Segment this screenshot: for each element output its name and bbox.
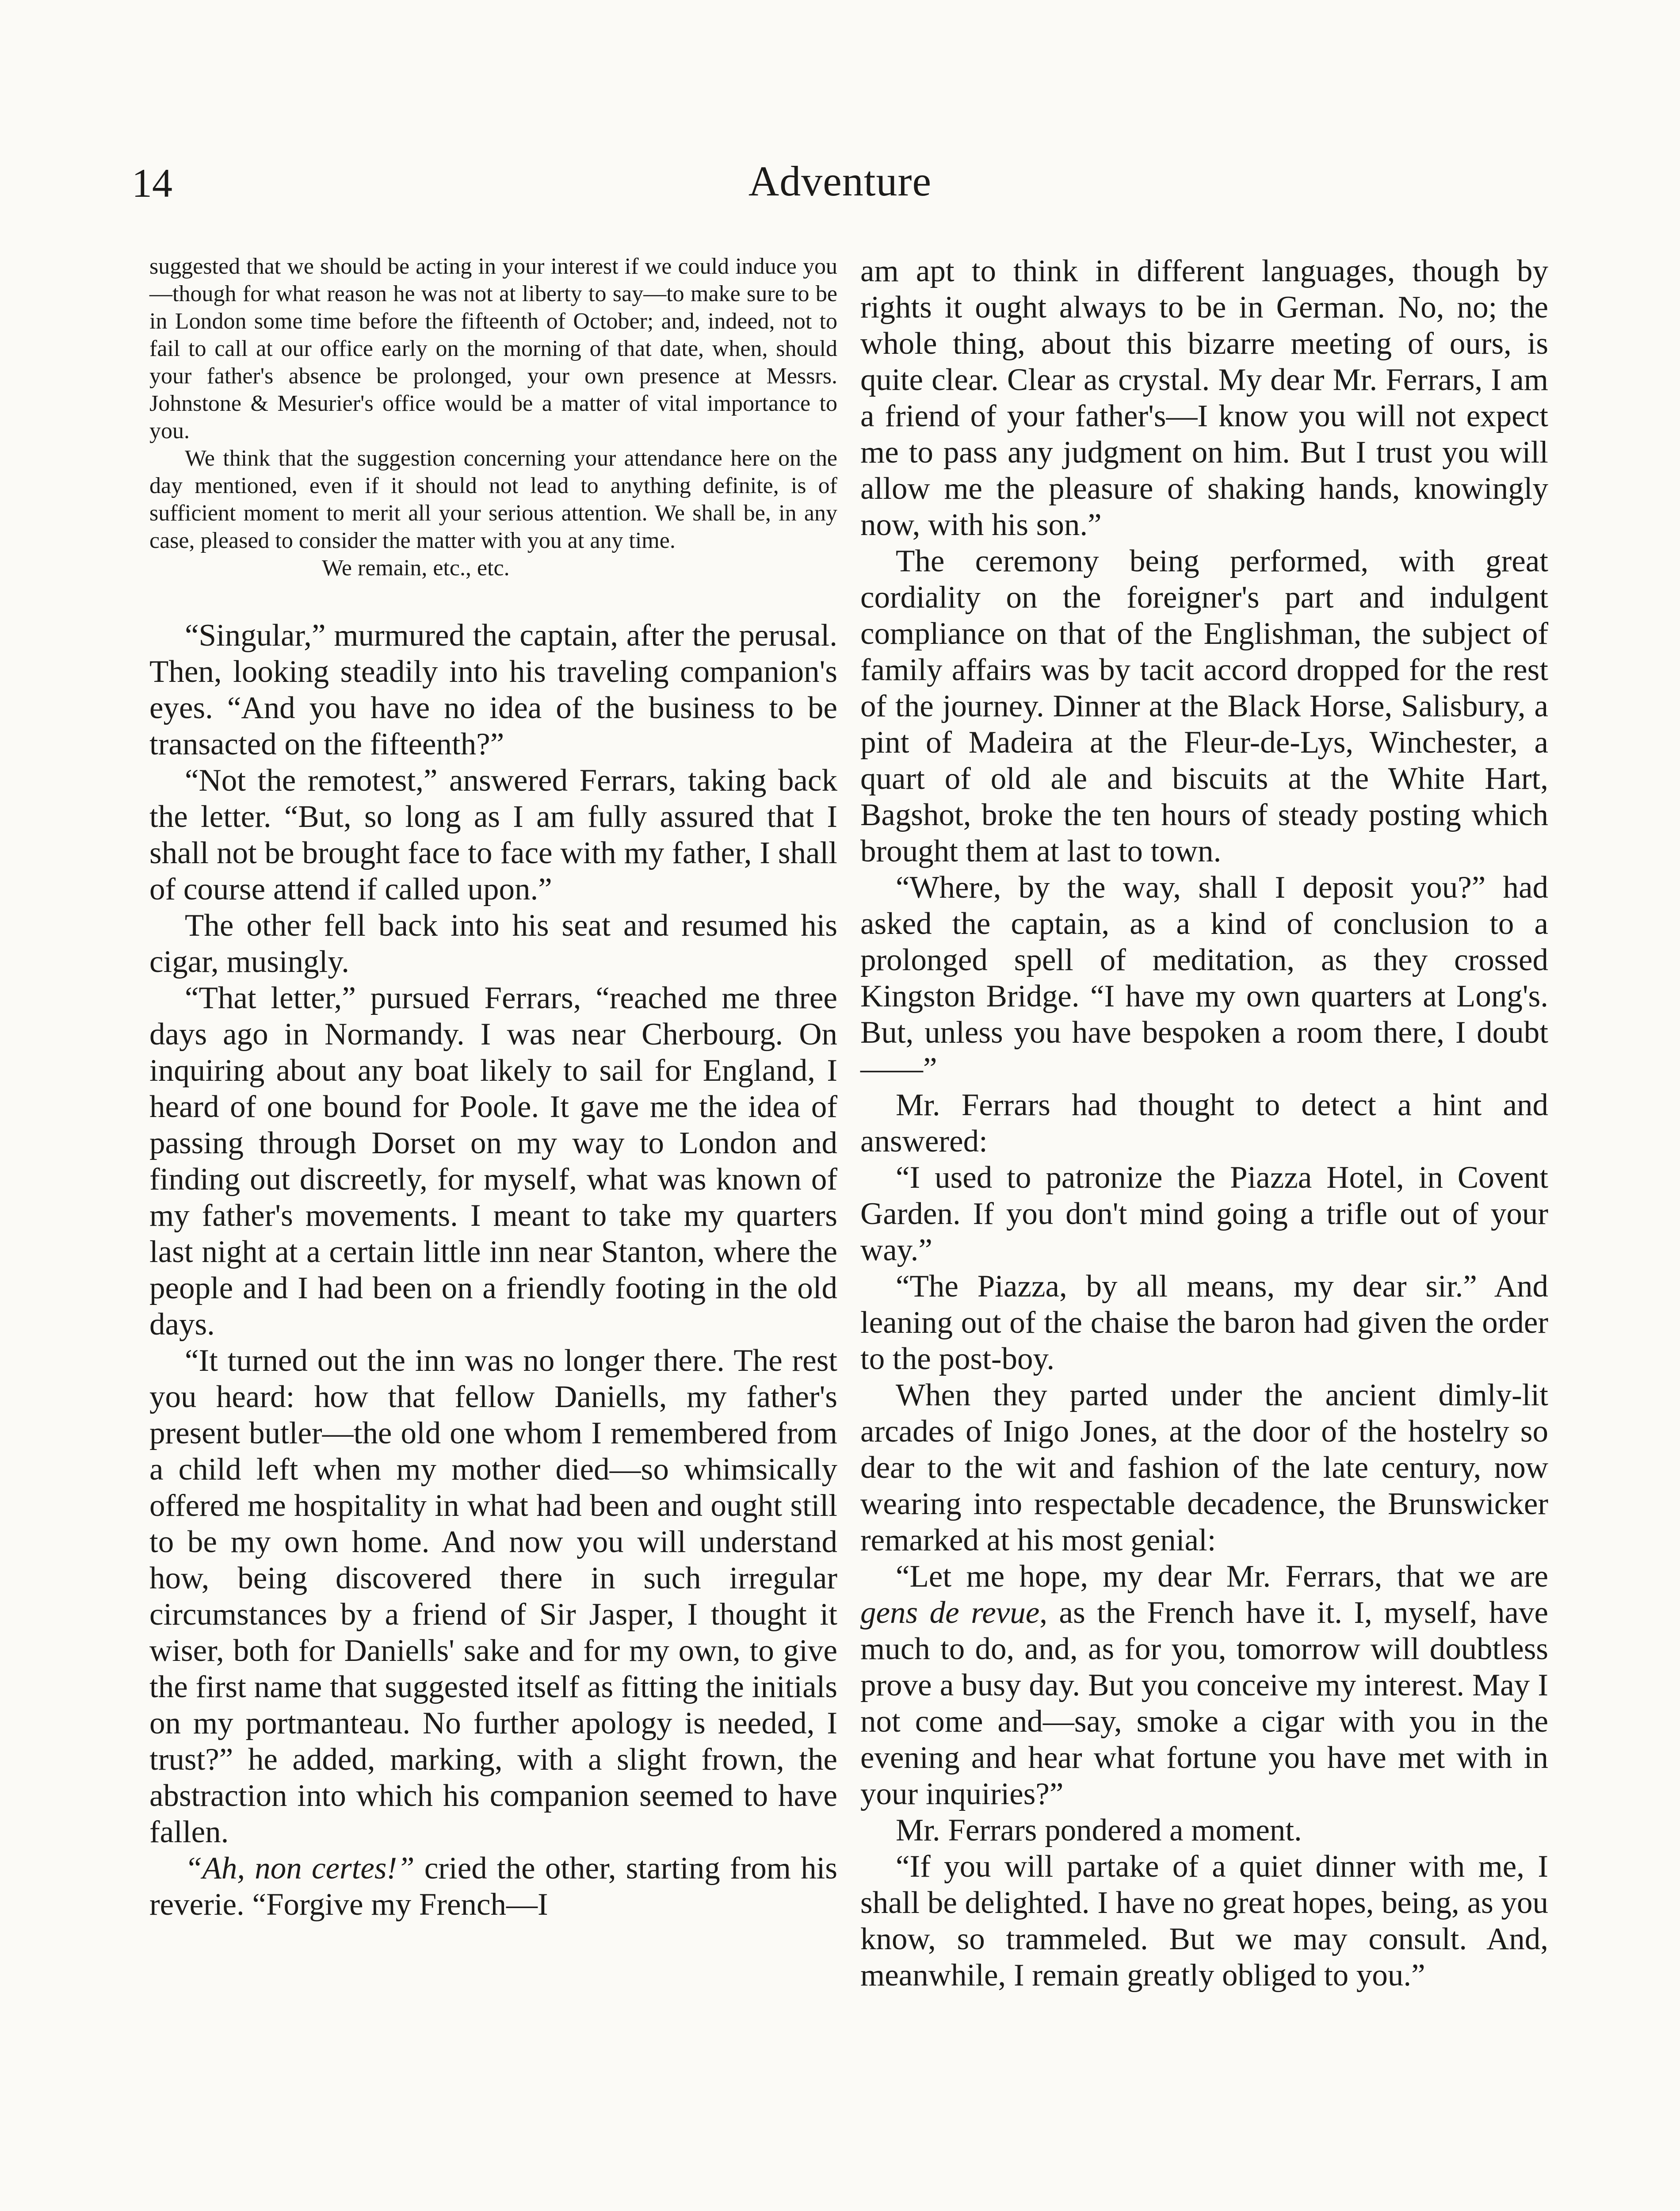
paragraph: Mr. Ferrars had thought to detect a hint and answered: <box>860 1088 1548 1159</box>
page-number: 14 <box>132 161 172 206</box>
paragraph: “I used to patronize the Piazza Hotel, in Covent Garden. If you don't mind going a trifle out of your way.” <box>860 1160 1548 1267</box>
paragraph: “It turned out the inn was no longer there. The rest you heard: how that fellow Daniells, my father's present butler—the old one whom I remembered from a child left when my mother died—so whimsically offered me hospitality in what had been and ought still to be my own home. And now you will understand how, being discovered there in such irregular circumstances by a friend of Sir Jasper, I thought it wiser, both for Daniells' sake and for my own, to give the first name that suggested itself as fitting the initials on my portmanteau. No further apology is needed, I trust?” he added, marking, with a slight frown, the abstraction into which his companion seemed to have fallen. <box>149 1343 837 1849</box>
running-head-title: Adventure <box>748 157 932 205</box>
letter-paragraph: We think that the suggestion concerning your attendance here on the day mentioned, even if it should not lead to anything definite, is of sufficient moment to merit all your serious attention. We shall be, in any case, pleased to consider the matter with you at any time. <box>149 446 837 553</box>
paragraph: “That letter,” pursued Ferrars, “reached me three days ago in Normandy. I was near Cherbourg. On inquiring about any boat likely to sail for England, I heard of one bound for Poole. It gave me the idea of passing through Dorset on my way to London and finding out discreetly, for myself, what was known of my father's movements. I meant to take my quarters last night at a certain little inn near Stanton, where the people and I had been on a friendly footing in the old days. <box>149 981 837 1342</box>
italic-phrase: gens de revue <box>860 1595 1040 1630</box>
paragraph: When they parted under the ancient dimly-lit arcades of Inigo Jones, at the door of the hostelry so dear to the wit and fashion of the late century, now wearing into respectable decadence, the Brunswicker remarked at his most genial: <box>860 1378 1548 1557</box>
body-text-left <box>149 617 837 1923</box>
left-column <box>149 253 837 1923</box>
paragraph <box>860 1558 1548 1812</box>
letter-closing: We remain, etc., etc. <box>322 555 510 581</box>
paragraph-continued: am apt to think in different languages, though by rights it ought always to be in German. No, no; the whole thing, about this bizarre meeting of ours, is quite clear. Clear as crystal. My dear Mr. Ferrars, I am a friend of your father's—I know you will not expect me to pass any judgment on him. But I trust you will allow me the pleasure of shaking hands, knowingly now, with his son.” <box>860 254 1548 542</box>
body-text-right <box>860 253 1548 1993</box>
quoted-letter <box>149 253 837 582</box>
letter-paragraph: suggested that we should be acting in your interest if we could induce you—though for what reason he was not at liberty to say—to make sure to be in London some time before the fifteenth of October; and, indeed, not to fail to call at our office early on the morning of that date, when, should your father's absence be prolonged, your own presence at Messrs. Johnstone & Mesurier's office would be a matter of vital importance to you. <box>149 254 837 444</box>
right-column <box>860 253 1548 1993</box>
paragraph: “Where, by the way, shall I deposit you?” had asked the captain, as a kind of conclusion to a prolonged spell of meditation, as they crossed Kingston Bridge. “I have my own quarters at Long's. But, unless you have bespoken a room there, I doubt——” <box>860 870 1548 1086</box>
paragraph <box>149 1850 837 1923</box>
paragraph: “Not the remotest,” answered Ferrars, taking back the letter. “But, so long as I am fully assured that I shall not be brought face to face with my father, I shall of course attend if called upon.” <box>149 763 837 907</box>
paragraph: The other fell back into his seat and resumed his cigar, musingly. <box>149 908 837 979</box>
italic-phrase: “Ah, non certes!” <box>185 1851 415 1886</box>
paragraph: “Singular,” murmured the captain, after the perusal. Then, looking steadily into his traveling companion's eyes. “And you have no idea of the business to be transacted on the fifteenth?” <box>149 618 837 761</box>
paragraph: Mr. Ferrars pondered a moment. <box>896 1813 1302 1848</box>
paragraph: “The Piazza, by all means, my dear sir.” And leaning out of the chaise the baron had given the order to the post-boy. <box>860 1269 1548 1376</box>
paragraph-text: , as the French have it. I, myself, have much to do, and, as for you, tomorrow will doubtless prove a busy day. But you conceive my interest. May I not come and—say, smoke a cigar with you in the evening and hear what fortune you have met with in your inquiries?” <box>860 1595 1548 1811</box>
paragraph: The ceremony being performed, with great cordiality on the foreigner's part and indulgent compliance on that of the Englishman, the subject of family affairs was by tacit accord dropped for the rest of the journey. Dinner at the Black Horse, Salisbury, a pint of Madeira at the Fleur-de-Lys, Winchester, a quart of old ale and biscuits at the White Hart, Bagshot, broke the ten hours of steady posting which brought them at last to town. <box>860 544 1548 868</box>
paragraph-text: “Let me hope, my dear Mr. Ferrars, that we are <box>896 1559 1548 1594</box>
paragraph-text: cried the other, starting from his reverie. “Forgive my French—I <box>149 1851 838 1922</box>
paragraph: “If you will partake of a quiet dinner with me, I shall be delighted. I have no great hopes, being, as you know, so trammeled. But we may consult. And, meanwhile, I remain greatly obliged to you.” <box>860 1849 1548 1993</box>
